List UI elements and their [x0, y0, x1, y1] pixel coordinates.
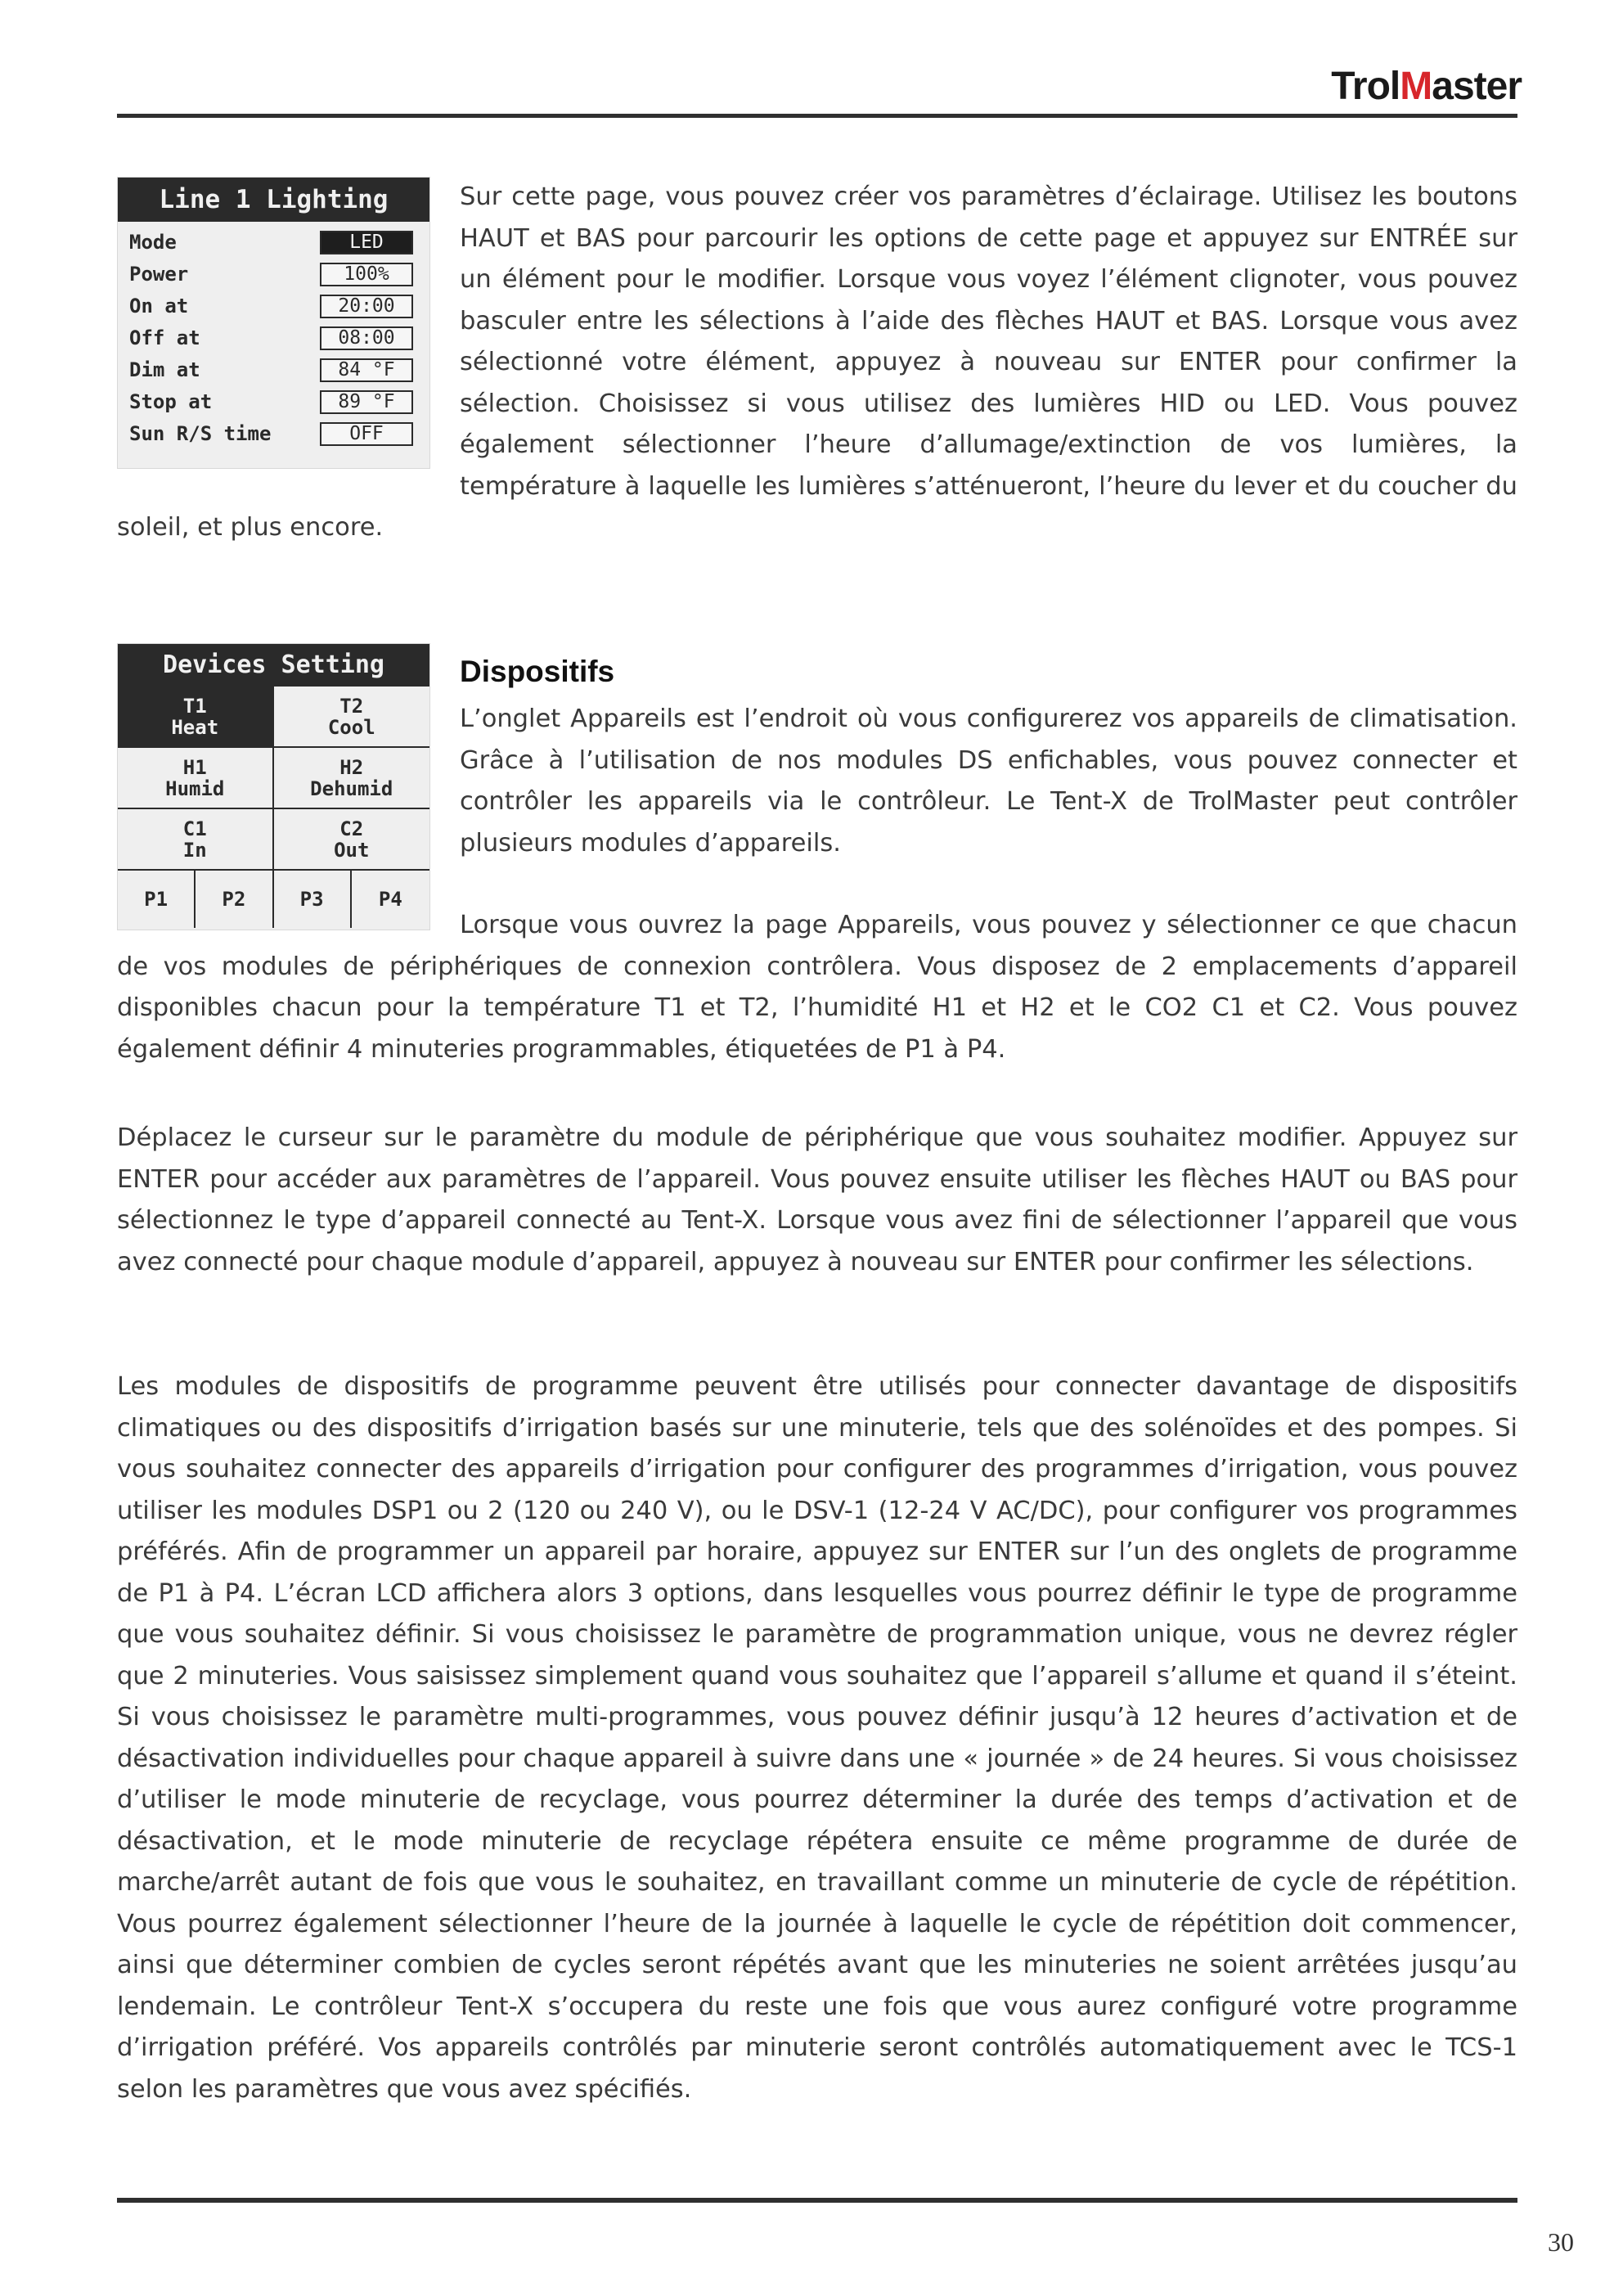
device-cell-c1: C1 In	[118, 809, 274, 871]
devices-section	[117, 643, 1517, 1070]
device-cell-h1: H1 Humid	[118, 748, 274, 809]
devices-lcd-screen	[117, 643, 430, 930]
program-cell-p3: P3	[274, 871, 352, 928]
lcd-row-sun-time: Sun R/S time OFF	[118, 418, 429, 450]
lcd-row-off-at: Off at 08:00	[118, 322, 429, 354]
lighting-lcd-screen	[117, 177, 430, 469]
lighting-screen-title: Line 1 Lighting	[118, 178, 429, 222]
brand-logo: TrolMaster	[1331, 65, 1522, 108]
device-cell-c2: C2 Out	[274, 809, 430, 871]
lighting-paragraph: Sur cette page, vous pouvez créer vos paramètres d’éclairage. Utilisez les boutons HAUT et BAS pour parcourir les options de cette page et appuyez sur ENTRÉE sur un élément pour le modifier. Lorsque vous voyez l’élément clignoter, vous pouvez basculer entre les sélections à l’aide des flèches HAUT et BAS. Lorsque vous avez sélectionné votre élément, appuyez à nouveau sur ENTER pour confirmer la sélection. Choisissez si vous utilisez des lumières HID ou LED. Vous pouvez également sélectionner l’heure d’allumage/extinction de vos lumières, la température à laquelle les lumières s’atténueront, l’heure du lever et du coucher du soleil, et plus encore.	[117, 182, 1517, 542]
lighting-section	[117, 177, 1517, 549]
lcd-value-stop-at: 89 °F	[320, 390, 413, 414]
device-cell-h2: H2 Dehumid	[274, 748, 430, 809]
lcd-value-sun-time: OFF	[320, 422, 413, 446]
lcd-row-power: Power 100%	[118, 259, 429, 290]
lcd-row-on-at: On at 20:00	[118, 290, 429, 322]
program-cell-p4: P4	[378, 887, 402, 911]
lcd-value-mode: LED	[320, 231, 413, 254]
footer-rule	[117, 2198, 1517, 2203]
lcd-row-mode: Mode LED	[118, 227, 429, 259]
devices-heading: Dispositifs	[460, 655, 615, 688]
devices-screen-title: Devices Setting	[118, 644, 429, 687]
device-cell-t1: T1 Heat	[118, 687, 274, 748]
devices-paragraph-1: L’onglet Appareils est l’endroit où vous configurerez vos appareils de climatisation. Grâce à l’utilisation de nos modules DS enfichables, vous pouvez connecter et contrôler les appareils via le contrôleur. Le Tent-X de TrolMaster peut contrôler plusieurs modules d’appareils.	[460, 705, 1517, 858]
devices-paragraph-2: Lorsque vous ouvrez la page Appareils, vous pouvez y sélectionner ce que chacun de vos modules de périphériques de connexion contrôlera. Vous disposez de 2 emplacements d’appareil disponibles chacun pour la température T1 et T2, l’humidité H1 et H2 et le CO2 C1 et C2. Vous pouvez également définir 4 minuteries programmables, étiquetées de P1 à P4.	[117, 911, 1517, 1064]
lcd-value-dim-at: 84 °F	[320, 358, 413, 382]
lcd-value-on-at: 20:00	[320, 295, 413, 318]
device-cell-t2: T2 Cool	[274, 687, 430, 748]
header-rule	[117, 114, 1517, 118]
lcd-row-stop-at: Stop at 89 °F	[118, 386, 429, 418]
cursor-paragraph: Déplacez le curseur sur le paramètre du module de périphérique que vous souhaitez modifier. Appuyez sur ENTER pour accéder aux paramètres de l’appareil. Vous pouvez ensuite utiliser les flèches HAUT ou BAS pour sélectionnez le type d’appareil connecté au Tent-X. Lorsque vous avez fini de sélectionner l’appareil que vous avez connecté pour chaque module d’appareil, appuyez à nouveau sur ENTER pour confirmer les sélections.	[117, 1123, 1517, 1276]
program-cell-p1: P1	[118, 871, 196, 928]
lcd-value-off-at: 08:00	[320, 326, 413, 350]
program-paragraph: Les modules de dispositifs de programme peuvent être utilisés pour connecter davantage de dispositifs climatiques ou des dispositifs d’irrigation basés sur une minuterie, tels que des solénoïdes et des pompes. Si vous souhaitez connecter des appareils d’irrigation pour configurer des programmes d’irrigation, vous pouvez utiliser les modules DSP1 ou 2 (120 ou 240 V), ou le DSV-1 (12-24 V AC/DC), pour configurer vos programmes préférés. Afin de programmer un appareil par horaire, appuyez sur ENTER sur l’un des onglets de programme de P1 à P4. L’écran LCD affichera alors 3 options, dans lesquelles vous pourrez définir le type de programme que vous souhaitez définir. Si vous choisissez le paramètre de programmation unique, vous ne devrez régler que 2 minuteries. Vous saisissez simplement quand vous souhaitez que l’appareil s’allume et quand il s’éteint. Si vous choisissez le paramètre multi-programmes, vous pouvez définir jusqu’à 12 heures d’activation et de désactivation individuelles pour chaque appareil à suivre dans une « journée » de 24 heures. Si vous choisissez d’utiliser le mode minuterie de recyclage, vous pourrez déterminer la durée des temps d’activation et de désactivation, et le mode minuterie de recyclage répétera ensuite ce même programme de durée de marche/arrêt autant de fois que vous le souhaitez, en travaillant comme un minuterie de cycle de répétition. Vous pourrez également sélectionner l’heure de la journée à laquelle le cycle de répétition doit commencer, ainsi que déterminer combien de cycles seront répétés avant que les minuteries ne soient arrêtées jusqu’au lendemain. Le contrôleur Tent-X s’occupera du reste une fois que vous aurez configuré votre programme d’irrigation préféré. Vos appareils contrôlés par minuterie seront contrôlés automatiquement avec le TCS-1 selon les paramètres que vous avez spécifiés.	[117, 1372, 1517, 2104]
lcd-row-dim-at: Dim at 84 °F	[118, 354, 429, 386]
program-cell-p2: P2	[196, 871, 273, 928]
page-number: 30	[1548, 2227, 1574, 2257]
lcd-value-power: 100%	[320, 263, 413, 286]
